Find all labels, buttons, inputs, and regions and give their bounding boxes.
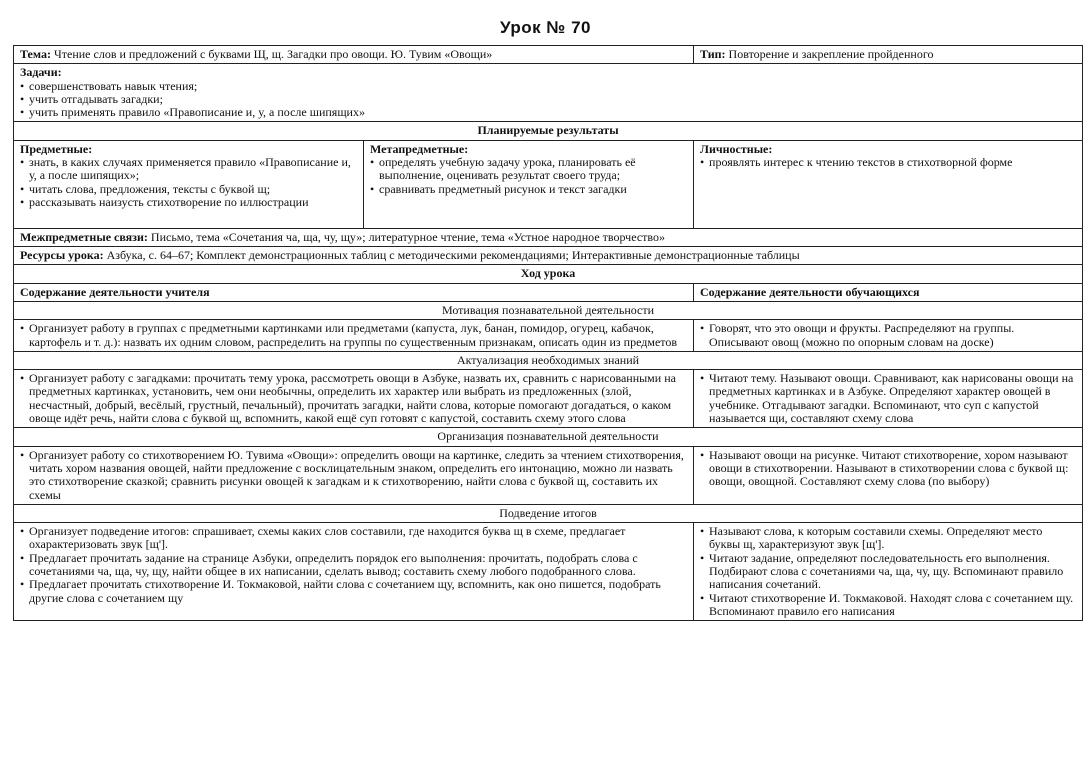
list-item: • Организует работу в группах с предметными картинками или предметами (капуста, лук, банан, помидор, огурец, кабачок, картофель и т. д.): назвать их одним словом, распределить на группы по существенным признакам, описать один из предметов [20, 322, 687, 349]
list-item: • совершенствовать навык чтения; [20, 80, 1076, 93]
stage-heading: Организация познавательной деятельности [14, 428, 1083, 446]
personal-results-label: Личностные: [700, 141, 773, 156]
student-activity-list [700, 372, 1076, 425]
interdisciplinary-text: Письмо, тема «Сочетания ча, ща, чу, щу»; литературное чтение, тема «Устное народное творчество» [150, 229, 665, 244]
list-item: • рассказывать наизусть стихотворение по иллюстрации [20, 196, 357, 209]
interdisciplinary-cell [14, 228, 1083, 246]
subject-results-cell [14, 140, 364, 228]
student-activity-cell [694, 370, 1083, 428]
meta-results-list [370, 156, 687, 196]
list-item: • Организует работу со стихотворением Ю. Тувима «Овощи»: определить овощи на картинке, следить за чтением стихотворения, читать хором названия овощей, найти предложение с восклицательным знаком, определить его интонацию, можно ли назвать это стихотворение сказкой; сравнить рисунки овощей к загадкам и к стихотворению, найти слова с буквой щ, составить их схемы [20, 449, 687, 502]
list-item: • Говорят, что это овощи и фрукты. Распределяют на группы. Описывают овощ (можно по опорным словам на доске) [700, 322, 1076, 349]
resources-text: Азбука, с. 64–67; Комплект демонстрационных таблиц с методическими рекомендациями; Интерактивные демонстрационные таблицы [106, 248, 800, 263]
meta-results-cell [364, 140, 694, 228]
course-heading-row [14, 265, 1083, 283]
student-activity-list [700, 449, 1076, 489]
resources-row [14, 247, 1083, 265]
subject-results-list [20, 156, 357, 209]
teacher-activity-list [20, 372, 687, 425]
list-item: • учить применять правило «Правописание и, у, а после шипящих» [20, 106, 1076, 119]
type-text: Повторение и закрепление пройденного [728, 47, 934, 61]
personal-results-cell [694, 140, 1083, 228]
list-item: • учить отгадывать загадки; [20, 93, 1076, 106]
stage-heading-row [14, 504, 1083, 522]
stage-content-row [14, 320, 1083, 352]
list-item: • проявлять интерес к чтению текстов в стихотворной форме [700, 156, 1076, 169]
list-item: • читать слова, предложения, тексты с буквой щ; [20, 183, 357, 196]
stage-content-row [14, 370, 1083, 428]
stage-heading: Актуализация необходимых знаний [14, 351, 1083, 369]
interdisciplinary-row [14, 228, 1083, 246]
stage-heading: Подведение итогов [14, 504, 1083, 522]
planned-results-row [14, 140, 1083, 228]
list-item: • Предлагает прочитать задание на странице Азбуки, определить порядок его выполнения: прочитать, подобрать слова с сочетаниями ча, ща, чу, щу, найти общее в их написании, сделать вывод; составить схему любого подобранного слова. [20, 552, 687, 579]
teacher-activity-list [20, 449, 687, 502]
list-item: • Называют овощи на рисунке. Читают стихотворение, хором называют овощи в стихотворении. Называют в стихотворении слова с буквой щ: овощи, овощной. Составляют схему слова (по выбору) [700, 449, 1076, 489]
stage-content-row [14, 523, 1083, 621]
tasks-label: Задачи: [20, 65, 62, 80]
interdisciplinary-label: Межпредметные связи: [20, 229, 148, 244]
topic-text: Чтение слов и предложений с буквами Щ, щ. Загадки про овощи. Ю. Тувим «Овощи» [53, 47, 493, 61]
teacher-activity-list [20, 322, 687, 349]
topic-row [14, 46, 1083, 64]
meta-results-label: Метапредметные: [370, 141, 469, 156]
resources-label: Ресурсы урока: [20, 248, 104, 263]
list-item: • Называют слова, к которым составили схемы. Определяют место буквы щ, характеризуют звук [щ']. [700, 525, 1076, 552]
list-item: • знать, в каких случаях применяется правило «Правописание и, у, а после шипящих»; [20, 156, 357, 183]
teacher-activity-cell [14, 320, 694, 352]
student-column-header: Содержание деятельности обучающихся [694, 283, 1083, 301]
student-activity-cell [694, 446, 1083, 504]
list-item: • Предлагает прочитать стихотворение И. Токмаковой, найти слова с сочетанием щу, вспомнить, как оно пишется, подобрать другие слова с сочетанием щу [20, 578, 687, 605]
list-item: • определять учебную задачу урока, планировать её выполнение, оценивать результат своего труда; [370, 156, 687, 183]
list-item: • Читают задание, определяют последовательность его выполнения. Подбирают слова с сочетаниями ча, ща, чу, щу. Вспоминают правило написания сочетаний. [700, 552, 1076, 592]
stage-heading-row [14, 428, 1083, 446]
personal-results-list [700, 156, 1076, 169]
teacher-activity-cell [14, 370, 694, 428]
stage-heading-row [14, 301, 1083, 319]
list-item: • сравнивать предметный рисунок и текст загадки [370, 183, 687, 196]
planned-results-heading-row [14, 122, 1083, 140]
list-item: • Читают тему. Называют овощи. Сравнивают, как нарисованы овощи на предметных картинках и в Азбуке. Определяют характер овощей в учебнике. Отгадывают загадки. Вспоминают, что суп с капустой называется щи, составляют схему слова [700, 372, 1076, 425]
teacher-activity-list [20, 525, 687, 605]
teacher-column-header: Содержание деятельности учителя [14, 283, 694, 301]
stage-content-row [14, 446, 1083, 504]
subject-results-label: Предметные: [20, 141, 93, 156]
type-cell [694, 46, 1083, 64]
tasks-cell [14, 64, 1083, 122]
topic-label: Тема: [20, 47, 51, 61]
course-heading: Ход урока [14, 265, 1083, 283]
topic-cell [14, 46, 694, 64]
stage-heading: Мотивация познавательной деятельности [14, 301, 1083, 319]
student-activity-list [700, 322, 1076, 349]
lesson-plan-table [13, 45, 1083, 621]
stage-heading-row [14, 351, 1083, 369]
resources-cell [14, 247, 1083, 265]
teacher-activity-cell [14, 446, 694, 504]
lesson-title: Урок № 70 [499, 18, 591, 37]
student-activity-cell [694, 320, 1083, 352]
list-item: • Читают стихотворение И. Токмаковой. Находят слова с сочетанием щу. Вспоминают правило его написания [700, 592, 1076, 619]
type-label: Тип: [700, 47, 726, 61]
student-activity-cell [694, 523, 1083, 621]
teacher-activity-cell [14, 523, 694, 621]
planned-results-heading: Планируемые результаты [14, 122, 1083, 140]
student-activity-list [700, 525, 1076, 618]
course-columns-row [14, 283, 1083, 301]
tasks-list [20, 80, 1076, 120]
list-item: • Организует подведение итогов: спрашивает, схемы каких слов составили, где находится буква щ в схеме, предлагает охарактеризовать звук [щ']. [20, 525, 687, 552]
tasks-row [14, 64, 1083, 122]
list-item: • Организует работу с загадками: прочитать тему урока, рассмотреть овощи в Азбуке, назвать их, сравнить с нарисованными на предметных картинках, установить, чем они необычны, определить их характер или выбрать из предложенных (злой, несчастный, добрый, весёлый, грустный, печальный), прочитать загадки, найти слова, которые помогают догадаться, о каком овоще идёт речь, найти слова с буквой щ, вспомнить, какой ещё суп готовят с капустой, составить схему этого слова [20, 372, 687, 425]
